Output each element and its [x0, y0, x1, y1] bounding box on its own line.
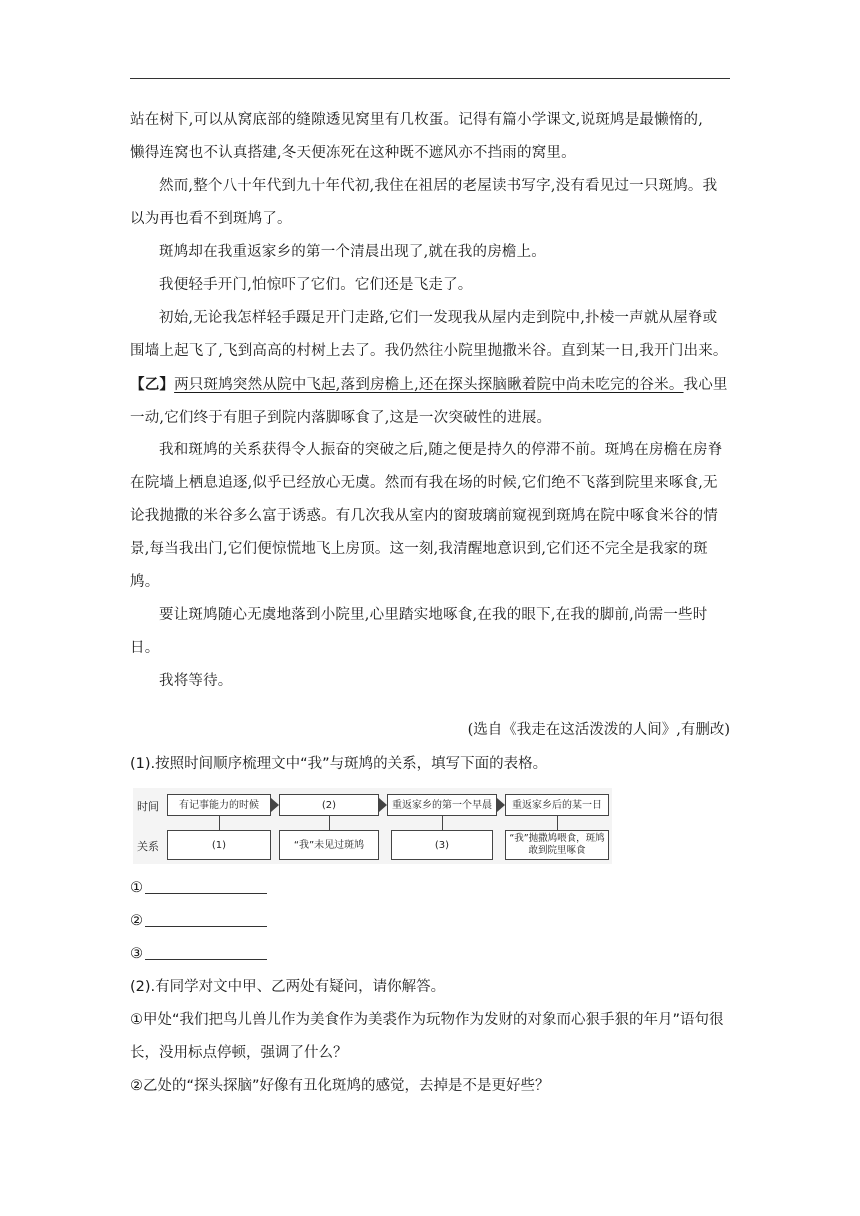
passage-line: 懒得连窝也不认真搭建,冬天便冻死在这种既不遮风亦不挡雨的窝里。 [130, 145, 576, 161]
time-cell-4: 重返家乡后的某一日 [505, 794, 609, 816]
answer-blank-2[interactable] [130, 905, 730, 938]
passage-paragraph-8: 我将等待。 [159, 673, 233, 689]
blank-line [145, 910, 267, 927]
question-2-sub-2: ②乙处的“探头探脑”好像有丑化斑鸠的感觉，去掉是不是更好些？ [130, 1078, 550, 1094]
time-cell-2: (2) [279, 794, 379, 816]
row-label-time: 时间 [137, 800, 159, 813]
arrow-icon [271, 798, 279, 812]
blank-line [145, 877, 267, 894]
row-label-relation: 关系 [137, 840, 159, 853]
passage-line: 站在树下,可以从窝底部的缝隙透见窝里有几枚蛋。记得有篇小学课文,说斑鸠是最懒惰的, [130, 112, 704, 128]
answer-blank-1[interactable] [130, 872, 730, 905]
mark-yi: 【乙】 [130, 376, 175, 393]
passage-paragraph-3: 斑鸠却在我重返家乡的第一个清晨出现了,就在我的房檐上。 [159, 244, 547, 260]
question-2-sub-1: ①甲处“我们把鸟儿兽儿作为美食作为美裘作为玩物作为发财的对象而心狠手狠的年月”语句很长，没用标点停顿，强调了什么？ [130, 1012, 724, 1061]
passage-paragraph-4: 我便轻手开门,怕惊吓了它们。它们还是飞走了。 [159, 277, 473, 293]
relationship-flow-diagram [133, 788, 612, 864]
passage-paragraph-1 [130, 104, 730, 170]
connector-line [442, 816, 443, 830]
passage-paragraph-5 [130, 302, 730, 435]
passage-text: 我心里一动,它们终于有胆子到院内落脚啄食了,这是一次突破性的进展。 [130, 377, 728, 426]
time-cell-3: 重返家乡的第一个早晨 [387, 794, 497, 816]
passage-text: 初始,无论我怎样轻手蹑足开门走路,它们一发现我从屋内走到院中,扑棱一声就从屋脊或围墙上起飞了,飞到高高的村树上去了。我仍然往小院里抛撒米谷。直到某一日,我开门出来。 [130, 310, 728, 359]
relation-cell-3: (3) [391, 830, 493, 860]
relation-cell-1: (1) [167, 830, 271, 860]
question-2-prompt: (2).有同学对文中甲、乙两处有疑问，请你解答。 [130, 979, 446, 995]
passage-paragraph-2: 然而,整个八十年代到九十年代初,我住在祖居的老屋读书写字,没有看见过一只斑鸠。我以为再也看不到斑鸠了。 [130, 178, 718, 227]
passage-paragraph-7: 要让斑鸠随心无虞地落到小院里,心里踏实地啄食,在我的眼下,在我的脚前,尚需一些时日。 [130, 607, 708, 656]
underlined-sentence: 两只斑鸠突然从院中飞起,落到房檐上,还在探头探脑瞅着院中尚未吃完的谷米。 [174, 377, 684, 393]
passage-paragraph-6: 我和斑鸠的关系获得令人振奋的突破之后,随之便是持久的停滞不前。斑鸠在房檐在房脊在院墙上栖息追逐,似乎已经放心无虞。然而有我在场的时候,它们绝不飞落到院里来啄食,无论我抛撒的米谷多么富于诱惑。有几次我从室内的窗玻璃前窥视到斑鸠在院中啄食米谷的情景,每当我出门,它们便惊慌地飞上房顶。这一刻,我清醒地意识到,它们还不完全是我家的斑鸠。 [130, 442, 723, 590]
header-rule [130, 78, 730, 79]
arrow-icon [497, 798, 505, 812]
connector-line [557, 816, 558, 830]
question-1-prompt: (1).按照时间顺序梳理文中“我”与斑鸠的关系，填写下面的表格。 [130, 756, 548, 772]
relation-cell-2: “我”未见过斑鸠 [279, 830, 379, 860]
arrow-icon [379, 798, 387, 812]
time-cell-1: 有记事能力的时候 [167, 794, 271, 816]
connector-line [329, 816, 330, 830]
blank-number: ① [130, 880, 143, 896]
connector-line [219, 816, 220, 830]
source-citation: (选自《我走在这活泼泼的人间》,有删改) [467, 722, 730, 738]
relation-cell-4: “我”抛撒鸠喂食，斑鸠敢到院里啄食 [505, 830, 609, 860]
blank-number: ③ [130, 946, 143, 962]
answer-blank-3[interactable] [130, 938, 730, 971]
blank-number: ② [130, 913, 143, 929]
blank-line [145, 943, 267, 960]
